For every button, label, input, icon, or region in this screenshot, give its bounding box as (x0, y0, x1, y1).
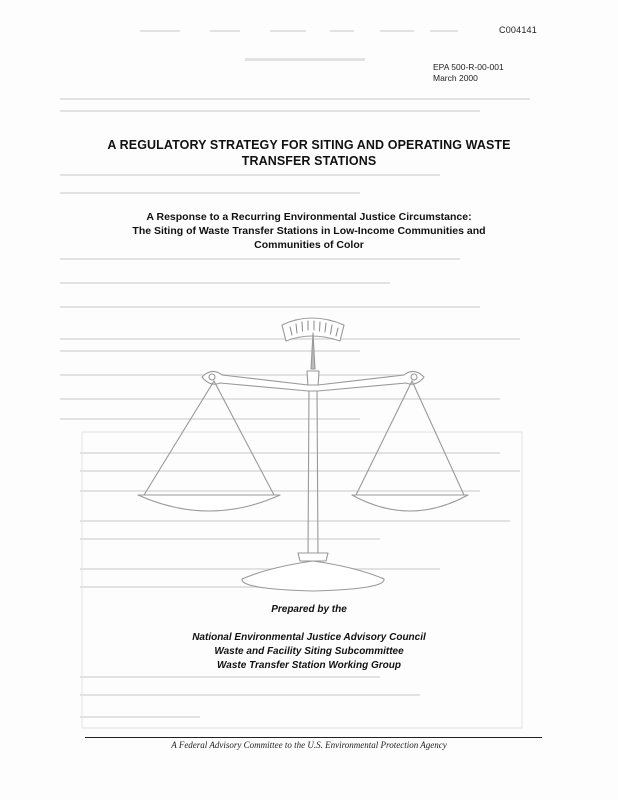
title-line-2: TRANSFER STATIONS (241, 154, 377, 168)
title-line-1: A REGULATORY STRATEGY FOR SITING AND OPERATING WASTE (107, 138, 511, 152)
preparing-organization (40, 631, 578, 673)
subtitle-line-2: The Siting of Waste Transfer Stations in Low-Income Communities and (132, 225, 486, 237)
subtitle-line-3: Communities of Color (254, 239, 364, 251)
footer-divider (85, 737, 542, 738)
org-line-working-group: Waste Transfer Station Working Group (217, 660, 401, 671)
subtitle-line-1: A Response to a Recurring Environmental Justice Circumstance: (146, 211, 472, 223)
document-title (40, 137, 578, 169)
document-number-block (433, 62, 504, 84)
org-line-council: National Environmental Justice Advisory Council (192, 632, 426, 643)
document-code: C004141 (499, 25, 537, 35)
prepared-by-label: Prepared by the (271, 604, 347, 615)
epa-number: EPA 500-R-00-001 (433, 62, 504, 72)
document-subtitle (70, 210, 548, 252)
balance-scale-icon (130, 305, 470, 595)
publication-date: March 2000 (433, 73, 478, 83)
footer-note: A Federal Advisory Committee to the U.S. Environmental Protection Agency (171, 740, 447, 750)
org-line-subcommittee: Waste and Facility Siting Subcommittee (214, 646, 404, 657)
